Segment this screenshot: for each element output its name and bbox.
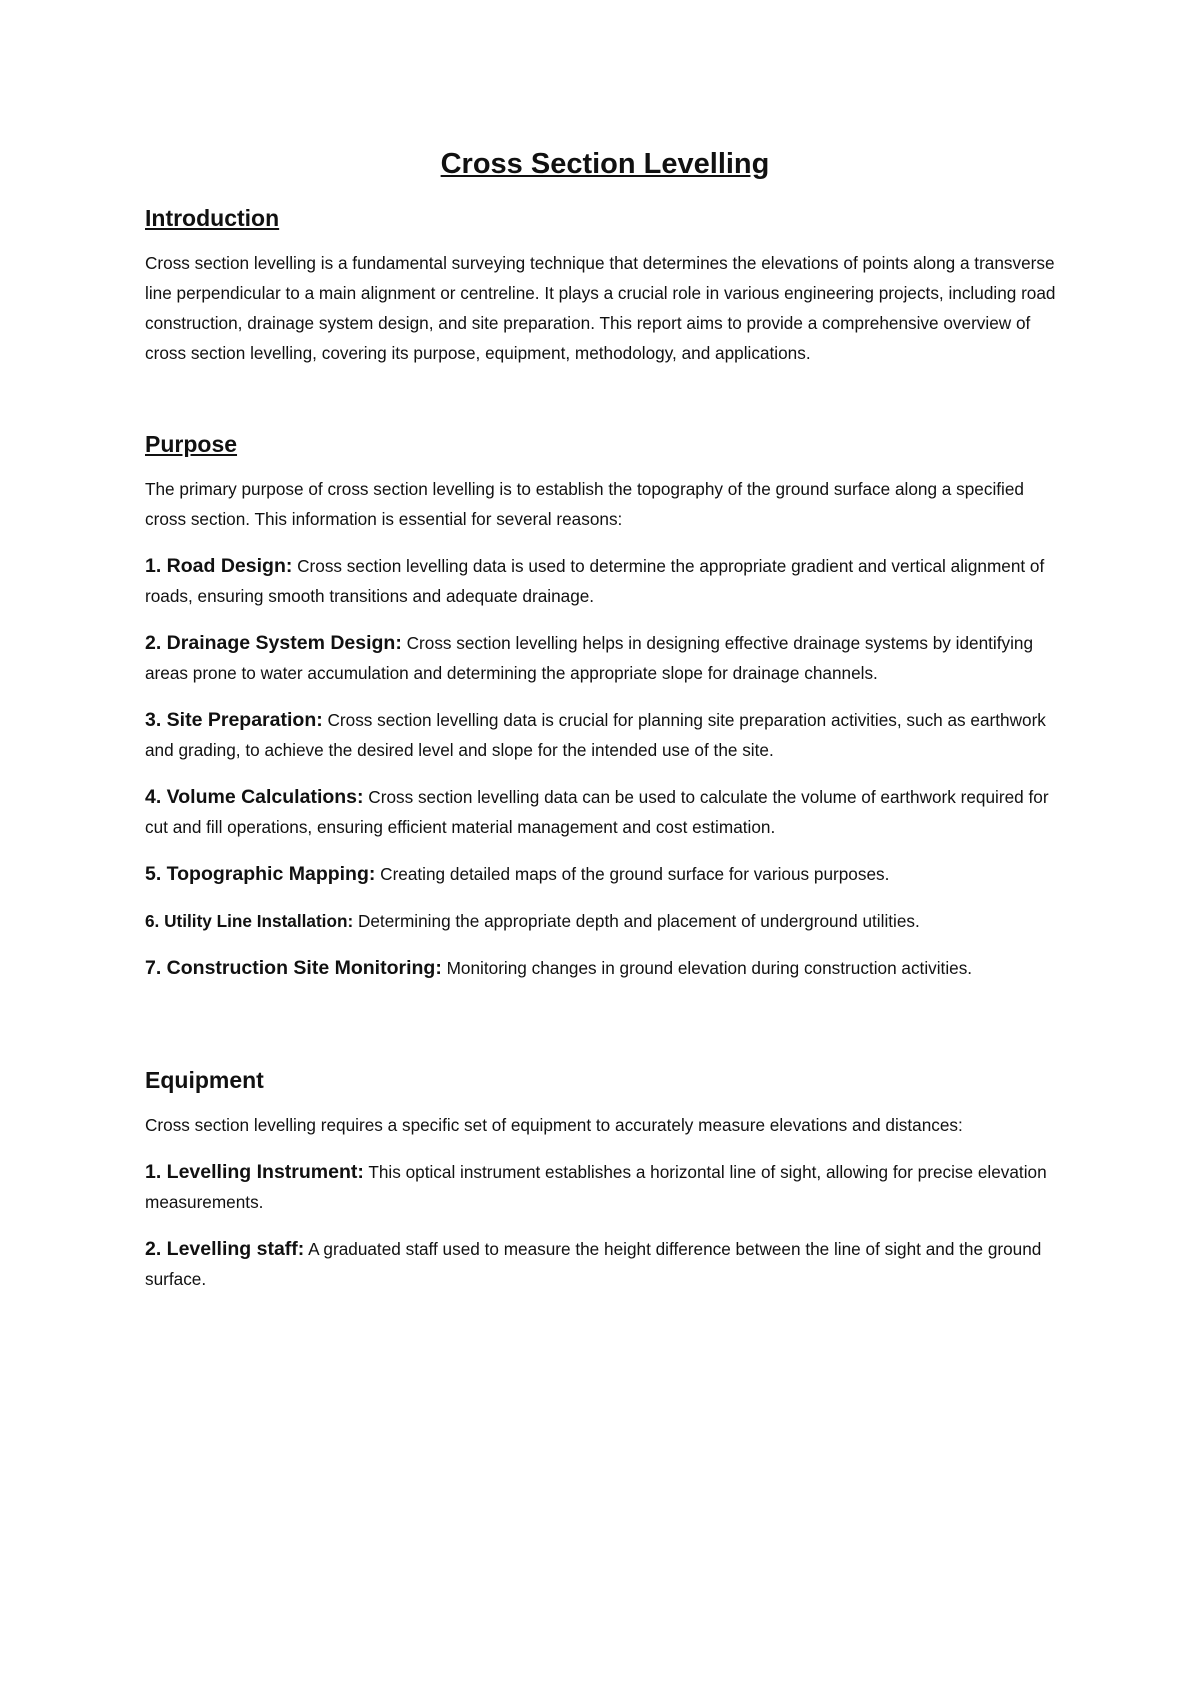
purpose-lead: The primary purpose of cross section levelling is to establish the topography of the ground surface along a specified cross section. This information is essential for several reasons: — [145, 479, 1024, 529]
item-text: Creating detailed maps of the ground surface for various purposes. — [375, 864, 890, 884]
item-text: Determining the appropriate depth and placement of underground utilities. — [353, 911, 920, 931]
spacer — [145, 1140, 1065, 1157]
spacer — [145, 534, 1065, 551]
purpose-item-topographic-mapping — [145, 859, 1065, 889]
document-title: Cross Section Levelling — [440, 148, 770, 180]
item-text: Monitoring changes in ground elevation during construction activities. — [441, 958, 973, 978]
item-label: 1. Levelling Instrument: — [145, 1161, 364, 1183]
purpose-item-site-preparation — [145, 705, 1065, 765]
equipment-lead: Cross section levelling requires a specific set of equipment to accurately measure elevations and distances: — [145, 1115, 963, 1135]
item-text: Cross section levelling data can be used to calculate the volume of earthwork required for cut and fill operations, ensuring efficient material management and cost estimation. — [145, 787, 1049, 837]
purpose-item-construction-site-monitoring — [145, 953, 1065, 983]
purpose-item-drainage-system-design — [145, 628, 1065, 688]
item-label: 1. Road Design: — [145, 555, 293, 577]
item-label: 6. Utility Line Installation: — [145, 911, 354, 931]
introduction-body: Cross section levelling is a fundamental surveying technique that determines the elevations of points along a transverse line perpendicular to a main alignment or centreline. It plays a crucial role in various engineering projects, including road construction, drainage system design, and site preparation. This report aims to provide a comprehensive overview of cross section levelling, covering its purpose, equipment, methodology, and applications. — [145, 253, 1056, 363]
item-text: Cross section levelling helps in designing effective drainage systems by identifying areas prone to water accumulation and determining the appropriate slope for drainage channels. — [145, 633, 1034, 683]
item-label: 4. Volume Calculations: — [145, 786, 364, 808]
purpose-heading: Purpose — [145, 431, 238, 457]
item-text: Cross section levelling data is used to determine the appropriate gradient and vertical alignment of roads, ensuring smooth transitions and adequate drainage. — [145, 556, 1045, 606]
section-spacer — [145, 368, 1065, 431]
introduction-heading: Introduction — [145, 205, 280, 231]
purpose-item-volume-calculations — [145, 782, 1065, 842]
item-text: Cross section levelling data is crucial for planning site preparation activities, such as earthwork and grading, to achieve the desired level and slope for the intended use of the site. — [145, 710, 1046, 760]
equipment-item-levelling-instrument — [145, 1157, 1065, 1217]
item-label: 5. Topographic Mapping: — [145, 863, 376, 885]
item-text: A graduated staff used to measure the height difference between the line of sight and the ground surface. — [145, 1239, 1042, 1289]
equipment-section — [145, 1067, 1065, 1294]
purpose-item-road-design — [145, 551, 1065, 611]
equipment-item-levelling-staff — [145, 1234, 1065, 1294]
item-label: 2. Levelling staff: — [145, 1238, 305, 1260]
equipment-heading: Equipment — [145, 1067, 264, 1093]
purpose-section — [145, 431, 1065, 983]
introduction-section — [145, 205, 1065, 368]
item-label: 7. Construction Site Monitoring: — [145, 957, 442, 979]
section-spacer — [145, 1000, 1065, 1067]
item-label: 3. Site Preparation: — [145, 709, 323, 731]
document-page — [145, 148, 1065, 1311]
purpose-item-utility-line-installation — [145, 906, 1065, 936]
item-label: 2. Drainage System Design: — [145, 632, 402, 654]
item-text: This optical instrument establishes a horizontal line of sight, allowing for precise elevation measurements. — [145, 1162, 1047, 1212]
